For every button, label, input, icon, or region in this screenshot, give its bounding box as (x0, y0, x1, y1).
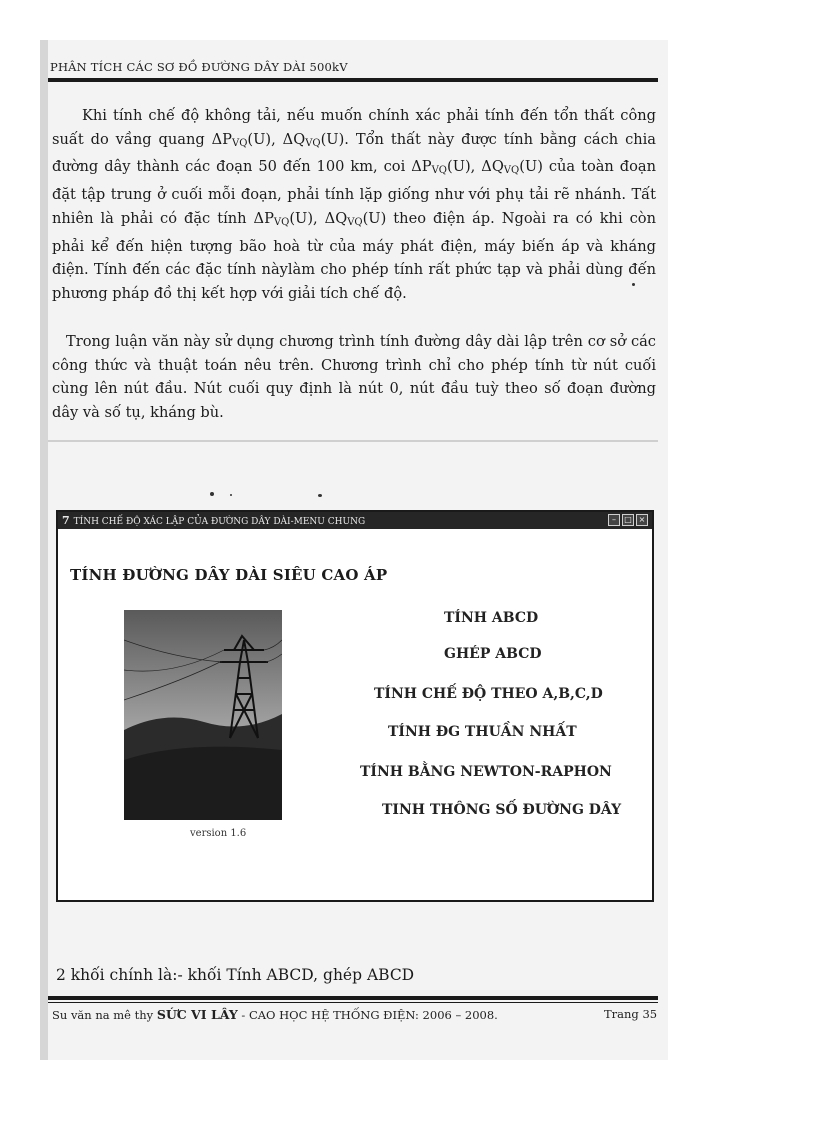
figure-caption: 2 khối chính là:- khối Tính ABCD, ghép ABCD (56, 966, 415, 984)
header-rule (48, 78, 658, 82)
paragraph-program-description: Trong luận văn này sử dụng chương trình tính đường dây dài lập trên cơ sở các công thức và thuật toán nêu trên. Chương trình chỉ cho phép tính từ nút cuối cùng lên nút đầu. Nút cuối quy định là nút 0, nút đầu tuỳ theo số đoạn đường dây và số tụ, kháng bù. (52, 333, 656, 422)
menu-tinh-che-do-abcd[interactable]: TÍNH CHẾ ĐỘ THEO A,B,C,D (374, 686, 603, 702)
menu-tinh-abcd[interactable]: TÍNH ABCD (444, 610, 539, 626)
transmission-tower-photo (124, 610, 282, 820)
window-titlebar[interactable] (58, 512, 652, 529)
app-window-screenshot (56, 510, 654, 902)
running-header: PHÂN TÍCH CÁC SƠ ĐỒ ĐƯỜNG DÂY DÀI 500kV (50, 60, 348, 74)
scan-speck (318, 494, 322, 497)
paragraph-corona-loss: Khi tính chế độ không tải, nếu muốn chính xác phải tính đến tổn thất công suất do vầng quang $\Delta P_{VQ}(U)$, $\Delta Q_{VQ}(U)$. Tổn thất này được tính bằng cách chia đường dây thành các đoạn 50 đến 100 km, coi $\Delta P_{VQ}(U)$, $\Delta Q_{VQ}(U)$ của toàn đoạn đặt tập trung ở cuối mỗi đoạn, phải tính lặp giống như với phụ tải rẽ nhánh. Tất nhiên là phải có đặc tính $\Delta P_{VQ}(U)$, $\Delta Q_{VQ}(U)$ theo điện áp. Ngoài ra có khi còn phải kể đến hiện tượng bão hoà từ của máy phát điện, máy biến áp và kháng điện. Tính đến các đặc tính nàylàm cho phép tính rất phức tạp và phải dùng đến phương pháp đồ thị kết hợp với giải tích chế độ. (52, 107, 657, 302)
scan-speck (230, 494, 232, 496)
scan-divider (48, 440, 658, 442)
menu-thong-so-duong-day[interactable]: TINH THÔNG SỐ ĐƯỜNG DÂY (382, 802, 622, 818)
page-edge-shadow (40, 40, 48, 1060)
menu-ghep-abcd[interactable]: GHÉP ABCD (444, 646, 542, 662)
menu-tinh-dg-thuan-nhat[interactable]: TÍNH ĐG THUẦN NHẤT (388, 724, 577, 740)
app-heading: TÍNH ĐƯỜNG DÂY DÀI SIÊU CAO ÁP (70, 566, 388, 584)
app-icon: 7 (62, 514, 70, 527)
menu-newton-raphson[interactable]: TÍNH BẰNG NEWTON-RAPHON (360, 764, 612, 780)
maximize-icon[interactable]: □ (622, 514, 634, 526)
version-label: version 1.6 (190, 828, 247, 839)
scan-speck (632, 283, 635, 286)
close-icon[interactable]: × (636, 514, 648, 526)
minimize-icon[interactable]: – (608, 514, 620, 526)
footer-rule-thick (48, 996, 658, 1000)
footer-author: Su văn na mê thy SỨC VI LÂY - CAO HỌC HỆ THỐNG ĐIỆN: 2006 – 2008. (52, 1007, 498, 1022)
window-title: TÍNH CHẾ ĐỘ XÁC LẬP CỦA ĐƯỜNG DÂY DÀI-MENU CHUNG (73, 517, 366, 527)
window-controls (608, 514, 648, 526)
page-number: Trang 35 (604, 1007, 658, 1021)
footer-rule-thin (48, 1002, 658, 1003)
scan-speck (210, 492, 214, 496)
